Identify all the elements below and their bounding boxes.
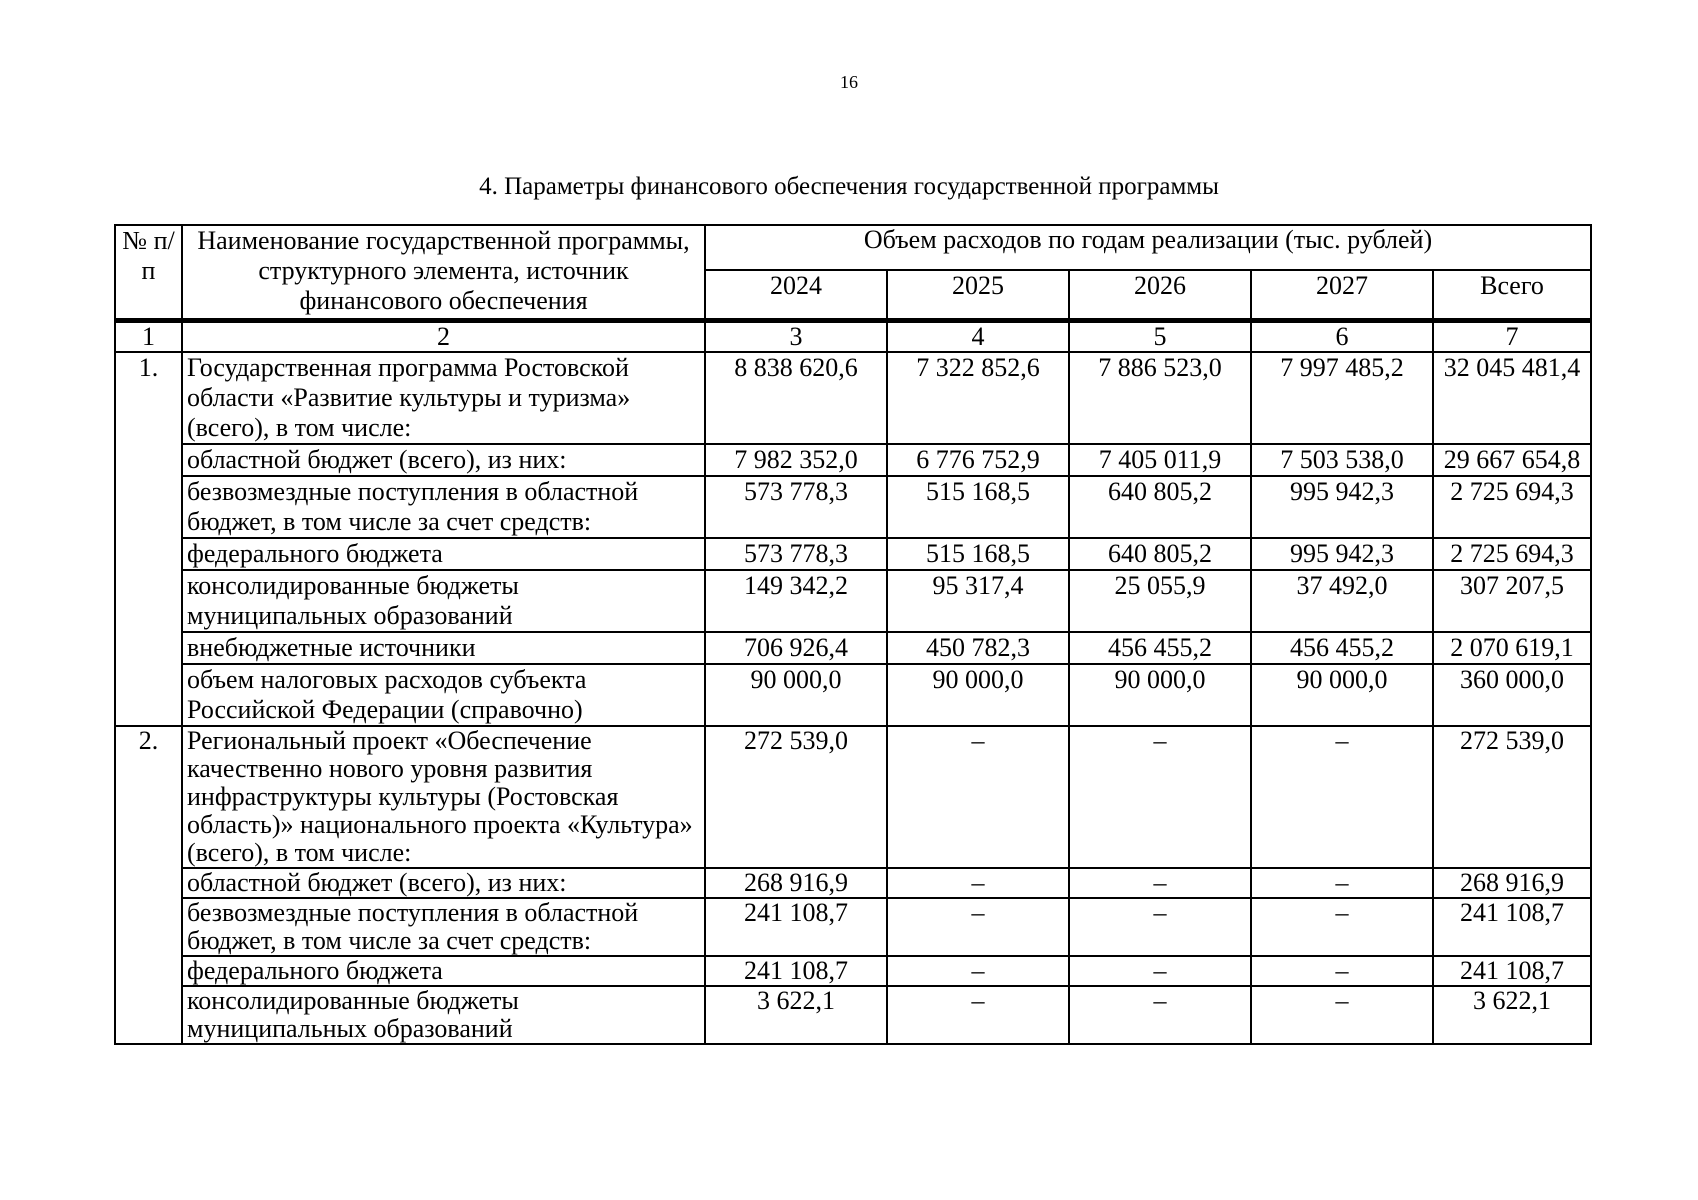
table-row [115,664,1591,726]
value-cell: – [1251,726,1433,868]
value-cell: – [1069,986,1251,1044]
row-name: объем налоговых расходов субъекта Российской Федерации (справочно) [182,664,705,726]
value-cell: 8 838 620,6 [705,352,887,444]
value-cell: – [1251,868,1433,898]
row-name: консолидированные бюджеты муниципальных образований [182,986,705,1044]
value-cell: 149 342,2 [705,570,887,632]
value-cell: 29 667 654,8 [1433,444,1591,476]
value-cell: 241 108,7 [705,898,887,956]
table-row [115,898,1591,956]
value-cell: – [887,726,1069,868]
header-year-2024: 2024 [705,270,887,320]
row-name: безвозмездные поступления в областной бюджет, в том числе за счет средств: [182,476,705,538]
header-volume-cell [705,225,1591,270]
value-cell: 573 778,3 [705,538,887,570]
column-number: 4 [887,321,1069,353]
column-number: 5 [1069,321,1251,353]
row-name: консолидированные бюджеты муниципальных образований [182,570,705,632]
page-number: 16 [840,72,858,92]
value-cell: – [887,986,1069,1044]
header-row-top [115,225,1591,270]
value-cell: – [1069,956,1251,986]
table-row [115,352,1591,444]
table-row [115,444,1591,476]
value-cell: 7 997 485,2 [1251,352,1433,444]
value-cell: 241 108,7 [1433,898,1591,956]
header-num-cell [115,225,182,321]
value-cell: 573 778,3 [705,476,887,538]
table-row [115,476,1591,538]
column-number: 2 [182,321,705,353]
value-cell: 272 539,0 [1433,726,1591,868]
value-cell: – [1069,898,1251,956]
table-row [115,986,1591,1044]
table-row [115,868,1591,898]
row-name: областной бюджет (всего), из них: [182,868,705,898]
value-cell: 37 492,0 [1251,570,1433,632]
column-number: 1 [115,321,182,353]
value-cell: 995 942,3 [1251,476,1433,538]
value-cell: – [887,956,1069,986]
section-title: 4. Параметры финансового обеспечения государственной программы [479,173,1219,200]
value-cell: 995 942,3 [1251,538,1433,570]
row-number: 1. [115,352,182,726]
header-name-cell [182,225,705,321]
value-cell: 95 317,4 [887,570,1069,632]
value-cell: 706 926,4 [705,632,887,664]
value-cell: 456 455,2 [1069,632,1251,664]
header-year-2025: 2025 [887,270,1069,320]
table-row [115,956,1591,986]
value-cell: 2 070 619,1 [1433,632,1591,664]
value-cell: 360 000,0 [1433,664,1591,726]
header-total: Всего [1433,270,1591,320]
column-number: 3 [705,321,887,353]
column-number: 6 [1251,321,1433,353]
value-cell: 90 000,0 [1251,664,1433,726]
value-cell: 7 886 523,0 [1069,352,1251,444]
header-name-label: Наименование государственной программы, структурного элемента, источник финансового обеспечения [197,226,690,315]
row-name: Региональный проект «Обеспечение качественно нового уровня развития инфраструктуры культуры (Ростовская область)» национального проекта «Культура» (всего), в том числе: [182,726,705,868]
value-cell: 268 916,9 [1433,868,1591,898]
value-cell: 90 000,0 [1069,664,1251,726]
value-cell: 2 725 694,3 [1433,538,1591,570]
value-cell: 456 455,2 [1251,632,1433,664]
value-cell: 25 055,9 [1069,570,1251,632]
value-cell: – [1251,986,1433,1044]
value-cell: 6 776 752,9 [887,444,1069,476]
value-cell: 450 782,3 [887,632,1069,664]
financing-table [114,224,1592,1045]
value-cell: 90 000,0 [705,664,887,726]
row-name: внебюджетные источники [182,632,705,664]
value-cell: – [1069,726,1251,868]
row-name: федерального бюджета [182,538,705,570]
value-cell: 7 982 352,0 [705,444,887,476]
value-cell: 241 108,7 [705,956,887,986]
value-cell: 241 108,7 [1433,956,1591,986]
column-number-row [115,321,1591,353]
table-row [115,538,1591,570]
value-cell: 90 000,0 [887,664,1069,726]
value-cell: 515 168,5 [887,476,1069,538]
value-cell: 7 503 538,0 [1251,444,1433,476]
value-cell: 7 405 011,9 [1069,444,1251,476]
table-row [115,570,1591,632]
value-cell: 515 168,5 [887,538,1069,570]
row-name: областной бюджет (всего), из них: [182,444,705,476]
value-cell: 7 322 852,6 [887,352,1069,444]
value-cell: – [887,898,1069,956]
column-number: 7 [1433,321,1591,353]
row-name: безвозмездные поступления в областной бюджет, в том числе за счет средств: [182,898,705,956]
row-number: 2. [115,726,182,1044]
header-num-label: № п/п [122,226,175,285]
value-cell: 268 916,9 [705,868,887,898]
header-year-2027: 2027 [1251,270,1433,320]
value-cell: 32 045 481,4 [1433,352,1591,444]
value-cell: – [1069,868,1251,898]
value-cell: 640 805,2 [1069,476,1251,538]
value-cell: 2 725 694,3 [1433,476,1591,538]
table-row [115,726,1591,868]
value-cell: 3 622,1 [705,986,887,1044]
value-cell: 272 539,0 [705,726,887,868]
table-row [115,632,1591,664]
value-cell: – [1251,956,1433,986]
value-cell: – [887,868,1069,898]
value-cell: – [1251,898,1433,956]
value-cell: 3 622,1 [1433,986,1591,1044]
row-name: федерального бюджета [182,956,705,986]
header-volume-label: Объем расходов по годам реализации (тыс. рублей) [863,225,1433,254]
value-cell: 640 805,2 [1069,538,1251,570]
value-cell: 307 207,5 [1433,570,1591,632]
header-year-2026: 2026 [1069,270,1251,320]
row-name: Государственная программа Ростовской области «Развитие культуры и туризма» (всего), в том числе: [182,352,705,444]
